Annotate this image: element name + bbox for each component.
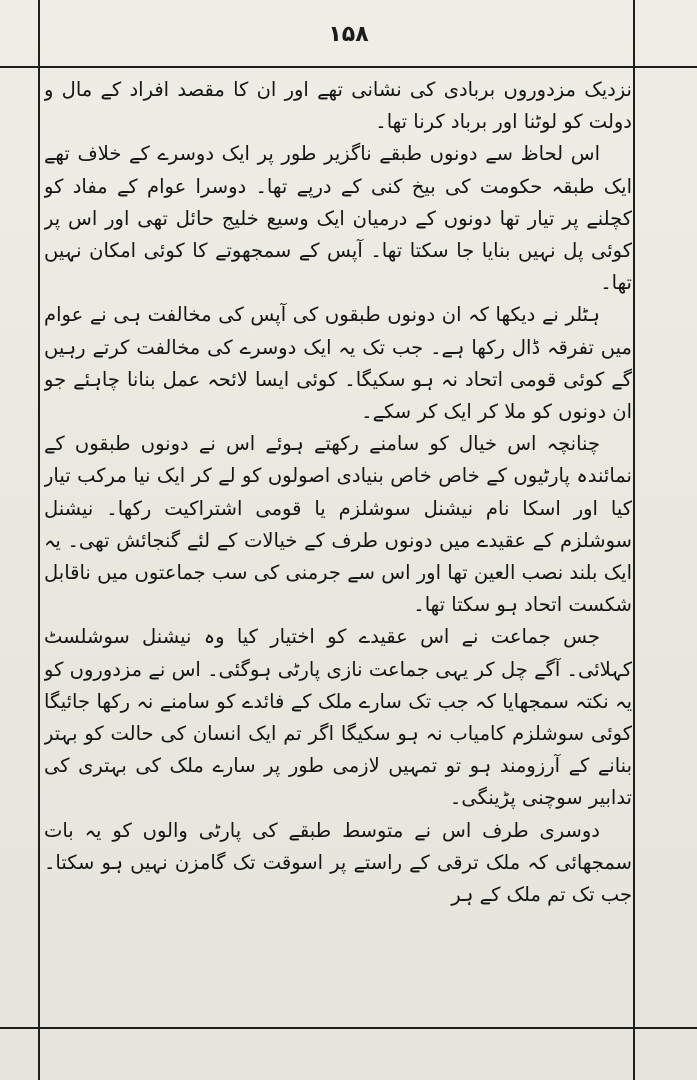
paragraph: چنانچہ اس خیال کو سامنے رکھتے ہوئے اس نے دونوں طبقوں کے نمائندہ پارٹیوں کے خاص خاص بنیادی اصولوں کو لے کر ایک نیا مرکب تیار کیا اور اسکا نام نیشنل سوشلزم یا قومی اشتراکیت رکھا۔ نیشنل سوشلزم کے عقیدے میں دونوں طرف کے خیالات کے لئے گنجائش تھی۔ یہ ایک بلند نصب العین تھا اور اس سے جرمنی کی سب جماعتوں میں ناقابل شکست اتحاد ہو سکتا تھا۔	[44, 432, 632, 617]
paragraph: نزدیک مزدوروں بربادی کی نشانی تھے اور ان کا مقصد افراد کے مال و دولت کو لوٹنا اور برباد کرنا تھا۔	[44, 78, 632, 134]
header-rule	[0, 66, 697, 68]
page-number: ۱۵۸	[328, 22, 369, 47]
body-text	[44, 74, 632, 1019]
paragraph: ہٹلر نے دیکھا کہ ان دونوں طبقوں کی آپس کی مخالفت ہی نے عوام میں تفرقہ ڈال رکھا ہے۔ جب تک یہ ایک دوسرے کی مخالفت کرتے رہیں گے کوئی قومی اتحاد نہ ہو سکیگا۔ کوئی ایسا لائحہ عمل بنانا چاہئے جو ان دونوں کو ملا کر ایک کر سکے۔	[44, 303, 632, 424]
paragraph: جس جماعت نے اس عقیدے کو اختیار کیا وہ نیشنل سوشلسٹ کہلائی۔ آگے چل کر یہی جماعت نازی پارٹی ہوگئی۔ اس نے مزدوروں کو یہ نکتہ سمجھایا کہ جب تک سارے ملک کے فائدے کو سامنے نہ رکھا جائیگا کوئی سوشلزم کامیاب نہ ہو سکیگا اگر تم ایک انسان کی حالت کو بہتر بنانے کے آرزومند ہو تو تمہیں لازمی طور پر سارے ملک کی بہتری کی تدابیر سوچنی پڑینگی۔	[44, 625, 632, 810]
left-margin-rule	[38, 0, 40, 1080]
right-margin-rule	[633, 0, 635, 1080]
paragraph: اس لحاظ سے دونوں طبقے ناگزیر طور پر ایک دوسرے کے خلاف تھے ایک طبقہ حکومت کی بیخ کنی کے درپے تھا۔ دوسرا عوام کے مفاد کو کچلنے پر تیار تھا دونوں کے درمیان ایک وسیع خلیج حائل تھی اور اس پر کوئی پل نہیں بنایا جا سکتا تھا۔ آپس کے سمجھوتے کا کوئی امکان نہیں تھا۔	[44, 142, 632, 295]
paragraph: دوسری طرف اس نے متوسط طبقے کی پارٹی والوں کو یہ بات سمجھائی کہ ملک ترقی کے راستے پر اسوقت تک گامزن نہیں ہو سکتا۔ جب تک تم ملک کے ہر	[44, 818, 632, 907]
footer-rule	[0, 1027, 697, 1029]
